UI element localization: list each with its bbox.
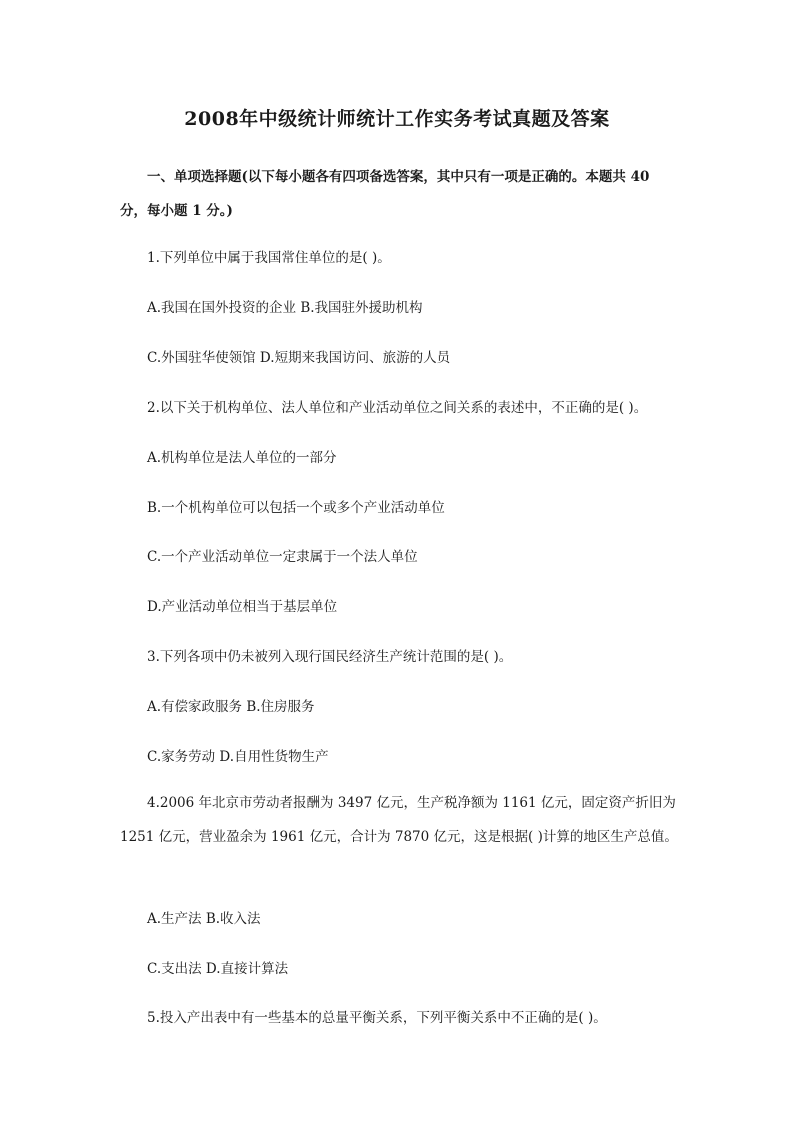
question-4-stem-line-2: 1251 亿元，营业盈余为 1961 亿元，合计为 7870 亿元，这是根据( )计算的地区生产总值。 <box>120 829 678 845</box>
question-3-options-cd: C.家务劳动 D.自用性货物生产 <box>147 749 329 765</box>
question-3-options-ab: A.有偿家政服务 B.住房服务 <box>147 699 315 715</box>
question-4-stem <box>120 786 680 854</box>
question-2-option-d: D.产业活动单位相当于基层单位 <box>147 599 338 615</box>
question-1-options-ab: A.我国在国外投资的企业 B.我国驻外援助机构 <box>147 300 423 316</box>
question-2-option-b: B.一个机构单位可以包括一个或多个产业活动单位 <box>147 500 445 516</box>
page-title: 2008年中级统计师统计工作实务考试真题及答案 <box>184 108 610 130</box>
question-4-options-ab: A.生产法 B.收入法 <box>147 911 261 927</box>
question-5-stem: 5.投入产出表中有一些基本的总量平衡关系，下列平衡关系中不正确的是( )。 <box>147 1010 607 1026</box>
question-2-stem: 2.以下关于机构单位、法人单位和产业活动单位之间关系的表述中，不正确的是( )。 <box>147 400 648 416</box>
question-2-option-c: C.一个产业活动单位一定隶属于一个法人单位 <box>147 549 418 565</box>
question-1-options-cd: C.外国驻华使领馆 D.短期来我国访问、旅游的人员 <box>147 350 451 366</box>
section-heading <box>120 160 680 228</box>
question-3-stem: 3.下列各项中仍未被列入现行国民经济生产统计范围的是( )。 <box>147 649 513 665</box>
question-2-option-a: A.机构单位是法人单位的一部分 <box>147 450 337 466</box>
section-heading-line-1: 一、单项选择题(以下每小题各有四项备选答案，其中只有一项是正确的。本题共 40 <box>147 169 650 185</box>
question-1-stem: 1.下列单位中属于我国常住单位的是( )。 <box>147 250 391 266</box>
question-4-options-cd: C.支出法 D.直接计算法 <box>147 961 289 977</box>
section-heading-line-2: 分，每小题 1 分。) <box>120 203 233 219</box>
question-4-stem-line-1: 4.2006 年北京市劳动者报酬为 3497 亿元，生产税净额为 1161 亿元，固定资产折旧为 <box>147 795 676 811</box>
